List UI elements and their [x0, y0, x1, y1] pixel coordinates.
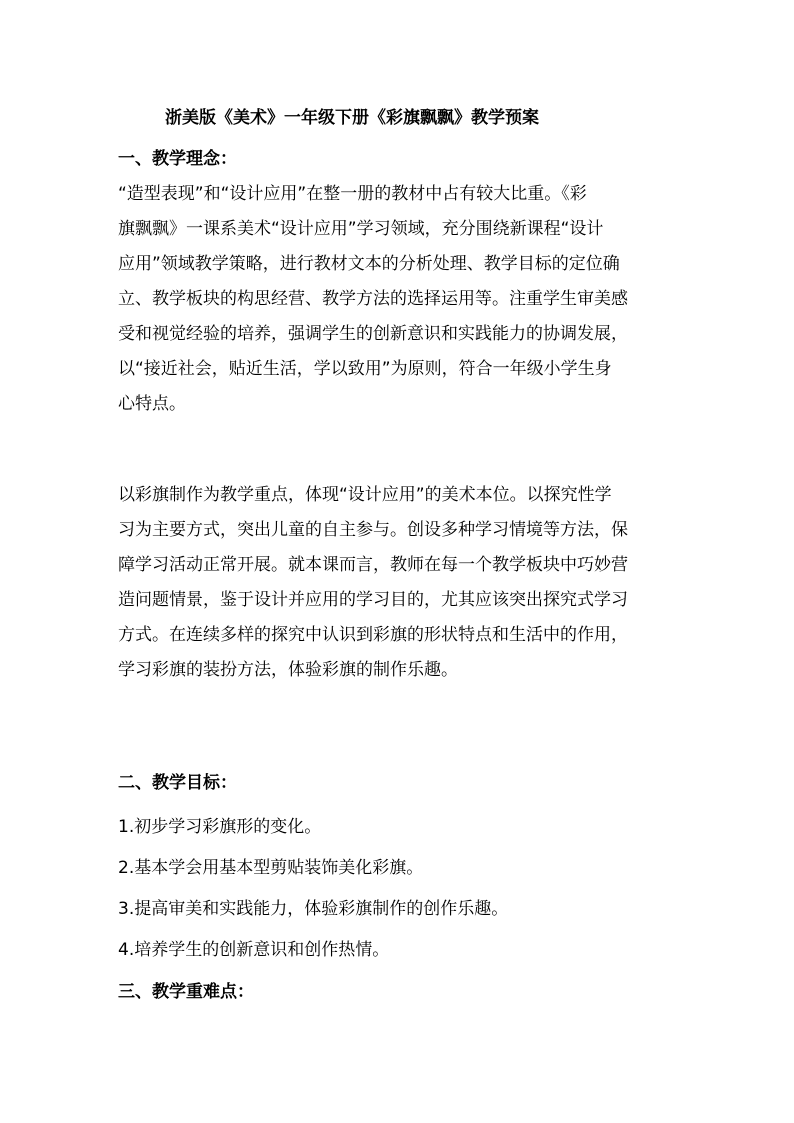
paragraph-line: 旗飘飘》一课系美术“设计应用”学习领域，充分围绕新课程“设计: [118, 219, 604, 239]
paragraph-line: 习为主要方式，突出儿童的自主参与。创设多种学习情境等方法，保: [118, 520, 628, 540]
objective-item: 4.培养学生的创新意识和创作热情。: [118, 940, 390, 960]
paragraph-line: 学习彩旗的装扮方法，体验彩旗的制作乐趣。: [118, 660, 458, 680]
paragraph-line: “造型表现”和“设计应用”在整一册的教材中占有较大比重。《彩: [118, 184, 587, 204]
document-title: 浙美版《美术》一年级下册《彩旗飘飘》教学预案: [165, 108, 539, 128]
paragraph-line: 障学习活动正常开展。就本课而言，教师在每一个教学板块中巧妙营: [118, 555, 628, 575]
paragraph-line: 立、教学板块的构思经营、教学方法的选择运用等。注重学生审美感: [118, 289, 628, 309]
paragraph-line: 造问题情景，鉴于设计并应用的学习目的，尤其应该突出探究式学习: [118, 590, 628, 610]
objective-item: 3.提高审美和实践能力，体验彩旗制作的创作乐趣。: [118, 899, 509, 919]
paragraph-line: 应用”领域教学策略，进行教材文本的分析处理、教学目标的定位确: [118, 254, 620, 274]
section-heading-key-difficulties: 三、教学重难点：: [118, 982, 254, 1002]
section-heading-teaching-philosophy: 一、教学理念：: [118, 149, 237, 169]
paragraph-line: 以彩旗制作为教学重点，体现“设计应用”的美术本位。以探究性学: [118, 485, 612, 505]
paragraph-philosophy-2: [118, 478, 693, 688]
paragraph-line: 方式。在连续多样的探究中认识到彩旗的形状特点和生活中的作用，: [118, 625, 628, 645]
paragraph-line: 受和视觉经验的培养，强调学生的创新意识和实践能力的协调发展，: [118, 324, 628, 344]
objective-item: 1.初步学习彩旗形的变化。: [118, 817, 322, 837]
paragraph-philosophy-1: [118, 177, 693, 422]
objective-item: 2.基本学会用基本型剪贴装饰美化彩旗。: [118, 858, 424, 878]
paragraph-line: 心特点。: [118, 394, 186, 414]
paragraph-line: 以“接近社会，贴近生活，学以致用”为原则，符合一年级小学生身: [118, 359, 612, 379]
section-heading-teaching-objectives: 二、教学目标：: [118, 773, 237, 793]
